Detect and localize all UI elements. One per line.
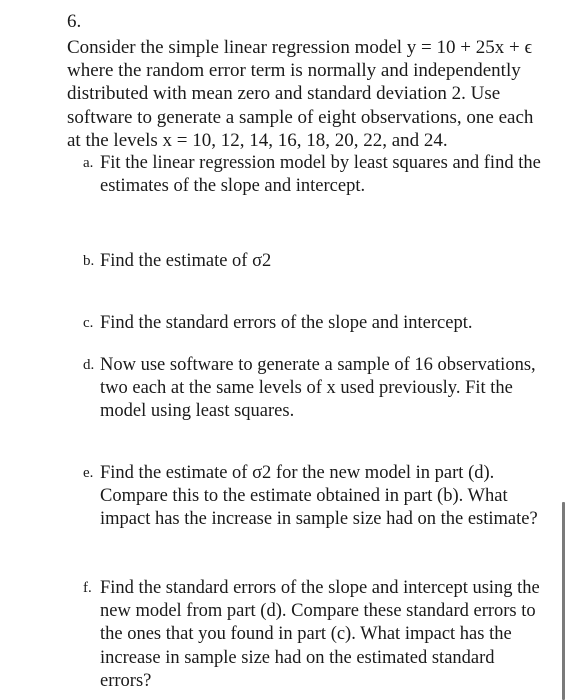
part-c bbox=[67, 312, 547, 335]
part-a-letter: a. bbox=[83, 155, 94, 172]
part-a-text: Fit the linear regression model by least squares and find the estimates of the slope and intercept. bbox=[100, 153, 541, 197]
part-d bbox=[67, 354, 547, 424]
part-b-letter: b. bbox=[83, 253, 95, 269]
part-c-text: Find the standard errors of the slope and intercept. bbox=[100, 313, 473, 333]
part-e-letter: e. bbox=[83, 465, 94, 481]
part-e bbox=[67, 462, 547, 532]
part-f-text: Find the standard errors of the slope and intercept using the new model from part (d). Compare these standard errors to the ones that you found in part (c). What impact has the increase in sample size had on the estimated standard errors? bbox=[100, 578, 540, 691]
part-b-text: Find the estimate of σ2 bbox=[100, 251, 272, 271]
part-d-letter: d. bbox=[83, 357, 95, 373]
part-b bbox=[67, 250, 547, 273]
part-f-letter: f. bbox=[83, 580, 92, 596]
problem-document bbox=[67, 10, 547, 691]
vertical-scrollbar[interactable] bbox=[562, 502, 565, 700]
problem-intro: Consider the simple linear regression model y = 10 + 25x + ϵ where the random error term is normally and independently distributed with mean zero and standard deviation 2. Use software to generate a sample of eight observations, one each at the levels x = 10, 12, 14, 16, 18, 20, 22, and 24. bbox=[67, 37, 534, 151]
part-a bbox=[67, 152, 547, 198]
problem-number: 6. bbox=[67, 11, 82, 32]
part-d-text: Now use software to generate a sample of 16 observations, two each at the same levels of x used previously. Fit the model using least squares. bbox=[100, 355, 536, 422]
part-c-letter: c. bbox=[83, 315, 94, 331]
part-f bbox=[67, 577, 547, 693]
part-e-text: Find the estimate of σ2 for the new model in part (d). Compare this to the estimate obtained in part (b). What impact has the increase in sample size had on the estimate? bbox=[100, 463, 538, 530]
